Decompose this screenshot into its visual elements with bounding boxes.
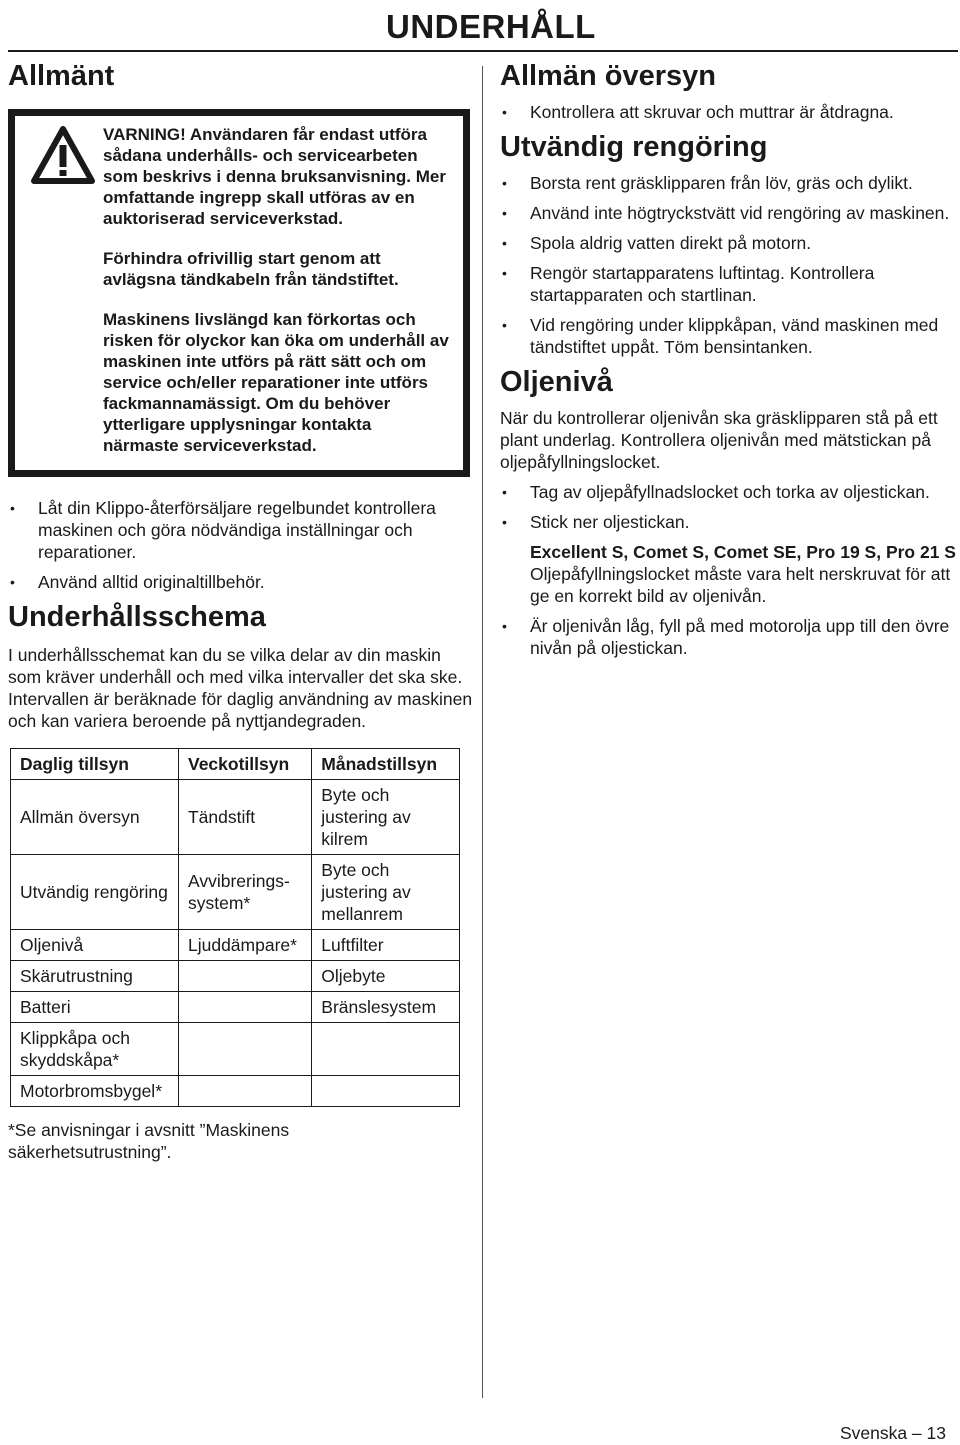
heading-allmant: Allmänt	[8, 60, 115, 92]
list-item: • Borsta rent gräsklipparen från löv, gräs och dylikt.	[502, 173, 913, 193]
column-header: Veckotillsyn	[178, 749, 311, 780]
heading-underhallsschema: Underhållsschema	[8, 601, 266, 633]
table-cell: Skärutrustning	[11, 961, 179, 992]
table-cell: Ljuddämpare*	[178, 930, 311, 961]
table-row	[11, 1076, 460, 1107]
models-note	[500, 541, 956, 607]
heading-oljeniva: Oljenivå	[500, 366, 613, 398]
header-rule	[8, 50, 958, 52]
table-row	[11, 855, 460, 930]
list-item: • Är oljenivån låg, fyll på med motorolja upp till den övre nivån på oljestickan.	[502, 616, 950, 658]
table-cell: Bränslesystem	[312, 992, 460, 1023]
table-cell: Utvändig rengöring	[11, 855, 179, 930]
table-cell: Allmän översyn	[11, 780, 179, 855]
list-item: • Kontrollera att skruvar och muttrar är åtdragna.	[502, 102, 894, 122]
column-divider	[482, 66, 483, 1398]
table-row	[11, 961, 460, 992]
table-cell: Byte och justering av kilrem	[312, 780, 460, 855]
right-column	[500, 60, 956, 667]
list-item: • Använd alltid originaltillbehör.	[10, 572, 265, 592]
general-bullets	[8, 497, 474, 593]
table-cell	[178, 961, 311, 992]
table-cell: Klippkåpa och skyddskåpa*	[11, 1023, 179, 1076]
table-header-row	[11, 749, 460, 780]
maintenance-table	[10, 748, 460, 1107]
list-item: • Stick ner oljestickan.	[502, 512, 690, 532]
models-text: Oljepåfyllningslocket måste vara helt nerskruvat för att ge en korrekt bild av oljenivån.	[530, 564, 951, 606]
heading-allman-oversyn: Allmän översyn	[500, 60, 716, 92]
rengoring-bullets	[500, 172, 956, 358]
warning-icon	[31, 126, 95, 184]
list-item: • Använd inte högtryckstvätt vid rengöring av maskinen.	[502, 203, 950, 223]
list-item: • Vid rengöring under klippkåpan, vänd maskinen med tändstiftet uppåt. Töm bensintanken.	[502, 315, 939, 357]
oljeniva-text: När du kontrollerar oljenivån ska gräsklipparen stå på ett plant underlag. Kontrollera oljenivån med mätstickan på oljepåfyllningslocket.	[500, 408, 938, 472]
list-item: • Låt din Klippo-återförsäljare regelbundet kontrollera maskinen och göra nödvändiga inställningar och reparationer.	[10, 498, 436, 562]
warning-text-3: Maskinens livslängd kan förkortas och risken för olyckor kan öka om underhåll av maskinen inte utförs på rätt sätt och om service och/eller reparationer inte utförs fackmannamässigt. Om du behöver ytterligare upplysningar kontakta närmaste serviceverkstad.	[103, 310, 449, 455]
column-header: Månadstillsyn	[312, 749, 460, 780]
table-cell	[178, 992, 311, 1023]
table-row	[11, 780, 460, 855]
table-cell: Oljebyte	[312, 961, 460, 992]
schema-description: I underhållsschemat kan du se vilka delar av din maskin som kräver underhåll och med vilka intervaller det ska ske. Intervallen är beräknade för daglig användning av maskinen och kan variera beroende på nyttjandegraden.	[8, 645, 473, 731]
footnote: *Se anvisningar i avsnitt ”Maskinens säkerhetsutrustning”.	[8, 1120, 290, 1162]
oversyn-bullets	[500, 101, 956, 123]
table-cell: Batteri	[11, 992, 179, 1023]
table-cell: Tändstift	[178, 780, 311, 855]
table-cell: Luftfilter	[312, 930, 460, 961]
table-cell	[312, 1023, 460, 1076]
table-cell: Oljenivå	[11, 930, 179, 961]
models-bold: Excellent S, Comet S, Comet SE, Pro 19 S, Pro 21 S	[530, 542, 956, 562]
column-header: Daglig tillsyn	[11, 749, 179, 780]
left-column	[8, 60, 474, 1163]
table-cell	[312, 1076, 460, 1107]
table-cell: Avvibrerings-system*	[178, 855, 311, 930]
warning-text-2: Förhindra ofrivillig start genom att avlägsna tändkabeln från tändstiftet.	[103, 249, 399, 289]
oljeniva-last-bullet	[500, 615, 956, 659]
list-item: • Spola aldrig vatten direkt på motorn.	[502, 233, 812, 253]
warning-text-1: VARNING! Användaren får endast utföra sådana underhålls- och servicearbeten som beskrivs i denna bruksanvisning. Mer omfattande ingrepp skall utföras av en auktoriserad serviceverkstad.	[103, 125, 446, 228]
table-cell: Motorbromsbygel*	[11, 1076, 179, 1107]
heading-utvandig-rengoring: Utvändig rengöring	[500, 131, 768, 163]
table-cell	[178, 1023, 311, 1076]
table-row	[11, 930, 460, 961]
oljeniva-bullets	[500, 481, 956, 533]
page-footer: Svenska – 13	[839, 1423, 946, 1443]
page-title: UNDERHÅLL	[386, 8, 596, 45]
table-row	[11, 992, 460, 1023]
table-row	[11, 1023, 460, 1076]
table-cell: Byte och justering av mellanrem	[312, 855, 460, 930]
table-cell	[178, 1076, 311, 1107]
list-item: • Tag av oljepåfyllnadslocket och torka av oljestickan.	[502, 482, 930, 502]
list-item: • Rengör startapparatens luftintag. Kontrollera startapparaten och startlinan.	[502, 263, 875, 305]
warning-box	[8, 109, 470, 477]
